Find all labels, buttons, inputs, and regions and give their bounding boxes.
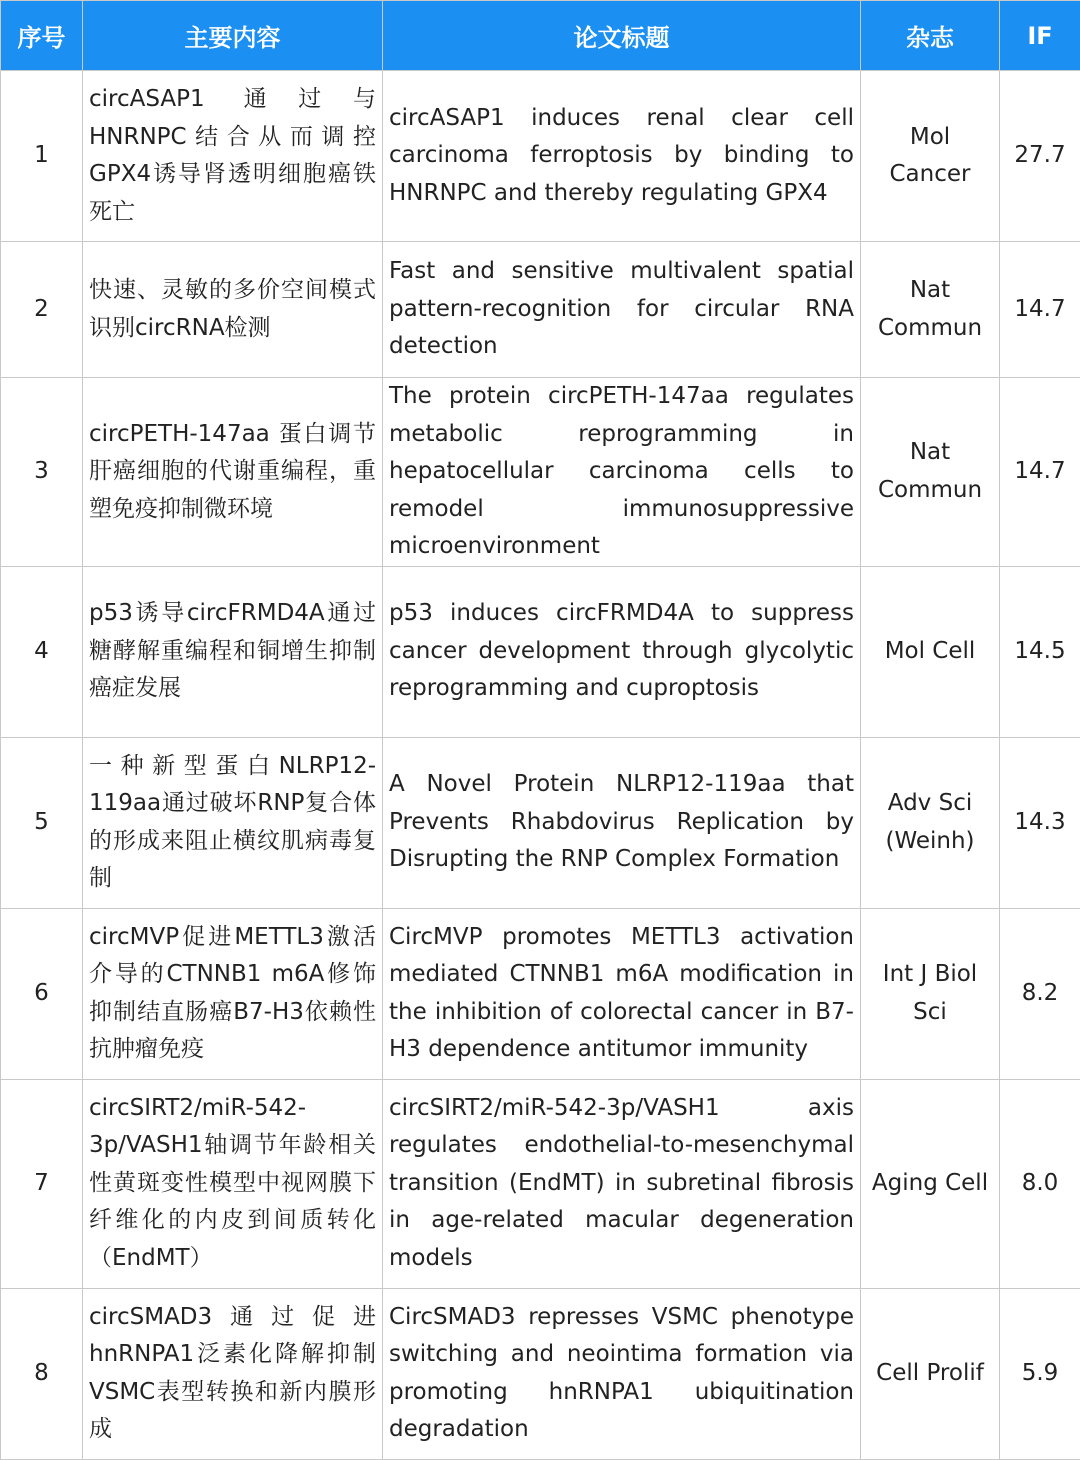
cell-title: p53 induces circFRMD4A to suppress cancer development through glycolytic reprogramming and cuproptosis	[383, 566, 861, 737]
cell-content: circASAP1 通过与HNRNPC结合从而调控GPX4诱导肾透明细胞癌铁死亡	[83, 71, 383, 242]
cell-if: 27.7	[1000, 71, 1080, 242]
cell-title: Fast and sensitive multivalent spatial pattern-recognition for circular RNA detection	[383, 242, 861, 378]
table-row	[1, 71, 1080, 242]
cell-if: 14.7	[1000, 378, 1080, 567]
cell-if: 14.7	[1000, 242, 1080, 378]
table-row	[1, 242, 1080, 378]
cell-content: 快速、灵敏的多价空间模式识别circRNA检测	[83, 242, 383, 378]
table-row	[1, 908, 1080, 1079]
cell-if: 8.2	[1000, 908, 1080, 1079]
cell-title: A Novel Protein NLRP12-119aa that Prevents Rhabdovirus Replication by Disrupting the RNP Complex Formation	[383, 737, 861, 908]
cell-journal: Mol Cell	[861, 566, 1000, 737]
cell-num: 3	[1, 378, 83, 567]
table-row	[1, 1288, 1080, 1459]
table-body	[1, 71, 1080, 1460]
table-header	[1, 1, 1080, 71]
cell-journal: Int J Biol Sci	[861, 908, 1000, 1079]
cell-title: The protein circPETH-147aa regulates metabolic reprogramming in hepatocellular carcinoma cells to remodel immunosuppressive microenvironment	[383, 378, 861, 567]
header-row	[1, 1, 1080, 71]
table-row	[1, 566, 1080, 737]
cell-title: CircMVP promotes METTL3 activation mediated CTNNB1 m6A modification in the inhibition of colorectal cancer in B7-H3 dependence antitumor immunity	[383, 908, 861, 1079]
cell-num: 6	[1, 908, 83, 1079]
cell-journal: Nat Commun	[861, 378, 1000, 567]
cell-content: 一种新型蛋白NLRP12-119aa通过破坏RNP复合体的形成来阻止横纹肌病毒复制	[83, 737, 383, 908]
cell-title: circSIRT2/miR-542-3p/VASH1 axis regulates endothelial-to-mesenchymal transition (EndMT) in subretinal fibrosis in age-related macular degeneration models	[383, 1079, 861, 1288]
table-row	[1, 737, 1080, 908]
header-if: IF	[1000, 1, 1080, 71]
table-row	[1, 378, 1080, 567]
cell-content: p53诱导circFRMD4A通过糖酵解重编程和铜增生抑制癌症发展	[83, 566, 383, 737]
header-title: 论文标题	[383, 1, 861, 71]
header-journal: 杂志	[861, 1, 1000, 71]
cell-journal: Mol Cancer	[861, 71, 1000, 242]
cell-num: 8	[1, 1288, 83, 1459]
cell-title: CircSMAD3 represses VSMC phenotype switching and neointima formation via promoting hnRNPA1 ubiquitination degradation	[383, 1288, 861, 1459]
cell-journal: Nat Commun	[861, 242, 1000, 378]
cell-if: 14.5	[1000, 566, 1080, 737]
cell-journal: Cell Prolif	[861, 1288, 1000, 1459]
cell-title: circASAP1 induces renal clear cell carcinoma ferroptosis by binding to HNRNPC and thereby regulating GPX4	[383, 71, 861, 242]
cell-content: circSMAD3通过促进hnRNPA1泛素化降解抑制VSMC表型转换和新内膜形成	[83, 1288, 383, 1459]
cell-journal: Aging Cell	[861, 1079, 1000, 1288]
cell-num: 4	[1, 566, 83, 737]
cell-num: 7	[1, 1079, 83, 1288]
cell-if: 8.0	[1000, 1079, 1080, 1288]
cell-if: 14.3	[1000, 737, 1080, 908]
header-num: 序号	[1, 1, 83, 71]
cell-content: circSIRT2/miR-542-3p/VASH1轴调节年龄相关性黄斑变性模型中视网膜下纤维化的内皮到间质转化（EndMT）	[83, 1079, 383, 1288]
cell-content: circMVP促进METTL3激活介导的CTNNB1 m6A修饰抑制结直肠癌B7-H3依赖性抗肿瘤免疫	[83, 908, 383, 1079]
cell-num: 5	[1, 737, 83, 908]
cell-num: 2	[1, 242, 83, 378]
cell-content: circPETH-147aa 蛋白调节肝癌细胞的代谢重编程，重塑免疫抑制微环境	[83, 378, 383, 567]
cell-if: 5.9	[1000, 1288, 1080, 1459]
header-content: 主要内容	[83, 1, 383, 71]
table-row	[1, 1079, 1080, 1288]
cell-num: 1	[1, 71, 83, 242]
cell-journal: Adv Sci (Weinh)	[861, 737, 1000, 908]
